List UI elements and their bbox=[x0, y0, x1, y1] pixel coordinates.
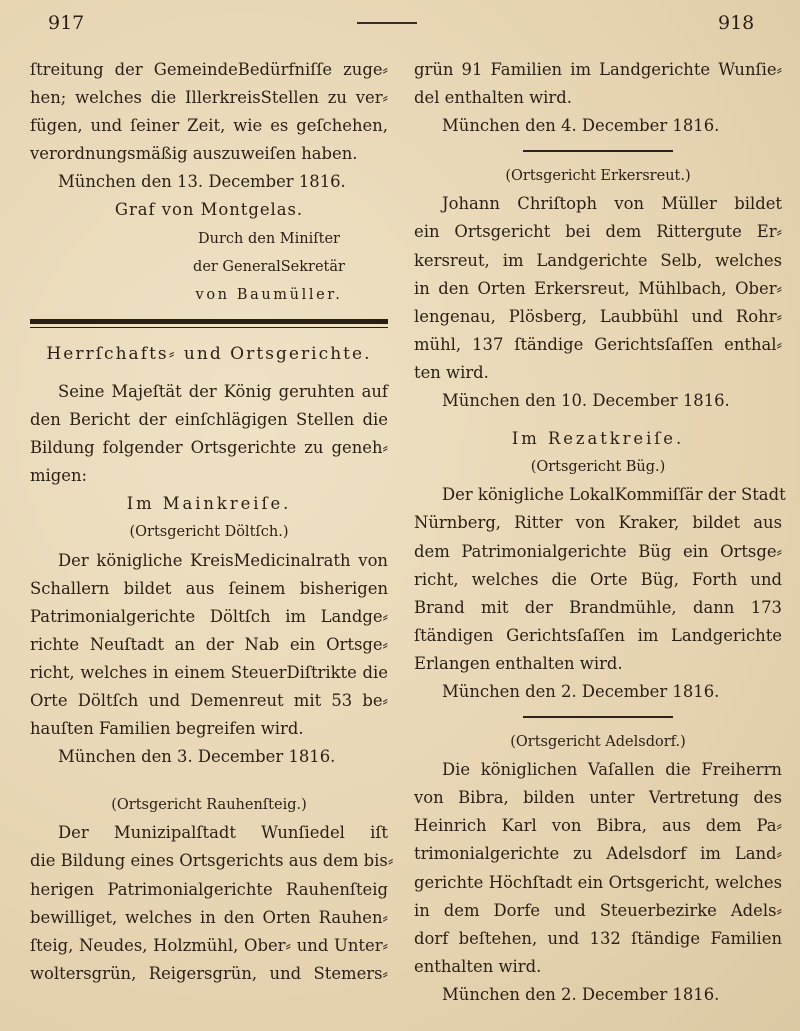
page-number-left: 917 bbox=[48, 12, 85, 34]
text-line: Bildung folgender Ortsgerichte zu geneh⸗ bbox=[30, 438, 388, 458]
page-number-right: 918 bbox=[718, 12, 755, 34]
text-line: Johann Chriſtoph von Müller bildet bbox=[442, 194, 782, 214]
section-divider bbox=[30, 319, 388, 328]
text-line: herigen Patrimonialgerichte Rauhenſteig bbox=[30, 879, 388, 899]
text-line: Patrimonialgerichte Döltſch im Landge⸗ bbox=[30, 606, 388, 626]
court-paragraph bbox=[414, 190, 782, 387]
text-line: grün 91 Familien im Landgerichte Wunſie⸗ bbox=[414, 60, 782, 79]
date-line: München den 2. December 1816. bbox=[442, 681, 720, 701]
text-line: in dem Dorfe und Steuerbezirke Adels⸗ bbox=[414, 900, 782, 920]
court-paragraph bbox=[30, 819, 394, 988]
signature-count: Graf von Montgelas. bbox=[114, 200, 304, 220]
court-title: (Ortsgericht Döltſch.) bbox=[129, 524, 289, 541]
text-line: dem Patrimonialgerichte Büg ein Ortsge⸗ bbox=[414, 541, 782, 561]
text-line: hen; welches die IllerkreisStellen zu ver⸗ bbox=[30, 88, 388, 108]
text-line: lengenau, Plösberg, Laubbühl und Rohr⸗ bbox=[414, 306, 782, 326]
court-title: (Ortsgericht Adelsdorf.) bbox=[510, 734, 686, 751]
text-line: die Bildung eines Ortsgerichts aus dem bis⸗ bbox=[30, 851, 394, 871]
header-rule bbox=[357, 22, 417, 24]
text-line: richt, welches in einem SteuerDiſtrikte die bbox=[30, 662, 388, 682]
text-line: ſtändigen Gerichtsſaſſen im Landgerichte bbox=[414, 625, 782, 645]
text-line: ſtreitung der GemeindeBedürfniſſe zuge⸗ bbox=[30, 60, 388, 79]
court-paragraph bbox=[414, 756, 782, 981]
text-line: Der Munizipalſtadt Wunſiedel iſt bbox=[58, 823, 388, 843]
text-line: mühl, 137 ſtändige Gerichtsſaſſen enthal⸗ bbox=[414, 334, 782, 354]
text-line: ein Ortsgericht bei dem Rittergute Er⸗ bbox=[414, 222, 782, 242]
text-line: migen: bbox=[30, 466, 88, 486]
text-line: richt, welches die Orte Büg, Forth und bbox=[414, 569, 782, 589]
court-title: (Ortsgericht Rauhenſteig.) bbox=[111, 797, 307, 814]
text-line: del enthalten wird. bbox=[414, 88, 572, 108]
text-line: Nürnberg, Ritter von Kraker, bildet aus bbox=[414, 513, 782, 533]
text-line: in den Orten Erkersreut, Mühlbach, Ober⸗ bbox=[414, 278, 782, 298]
date-line: München den 3. December 1816. bbox=[58, 747, 336, 767]
secretary-line: der GeneralSekretär bbox=[193, 258, 345, 275]
text-line: trimonialgerichte zu Adelsdorf im Land⸗ bbox=[414, 844, 782, 864]
text-line: dorf beſtehen, und 132 ſtändige Familien bbox=[414, 928, 782, 948]
right-column bbox=[414, 56, 786, 1009]
district-heading: Im Rezatkreiſe. bbox=[511, 429, 685, 449]
text-line: bewilliget, welches in den Orten Rauhen⸗ bbox=[30, 907, 388, 927]
text-line: Die königlichen Vaſallen die Freiherrn bbox=[442, 760, 782, 780]
text-line: Orte Döltſch und Demenreut mit 53 be⸗ bbox=[30, 690, 388, 710]
text-line: Brand mit der Brandmühle, dann 173 bbox=[414, 597, 782, 617]
court-paragraph bbox=[414, 481, 786, 678]
text-line: Erlangen enthalten wird. bbox=[414, 653, 623, 673]
text-line: Schallern bildet aus ſeinem bisherigen bbox=[30, 578, 388, 598]
text-line: verordnungsmäßig auszuweiſen haben. bbox=[30, 144, 358, 164]
date-line: München den 13. December 1816. bbox=[58, 172, 346, 192]
text-line: ten wird. bbox=[414, 362, 489, 382]
court-title: (Ortsgericht Büg.) bbox=[530, 459, 666, 476]
court-title: (Ortsgericht Erkersreut.) bbox=[505, 168, 691, 185]
date-line: München den 10. December 1816. bbox=[442, 391, 730, 411]
text-line: woltersgrün, Reigersgrün, und Stemers⸗ bbox=[30, 963, 388, 983]
text-line: hauſten Familien begreifen wird. bbox=[30, 719, 304, 739]
text-line: ſteig, Neudes, Holzmühl, Ober⸗ und Unter⸗ bbox=[30, 935, 388, 955]
text-line: Der königliche LokalKommiſſär der Stadt bbox=[442, 485, 786, 505]
text-line: gerichte Höchſtadt ein Ortsgericht, welches bbox=[414, 872, 782, 892]
text-line: kersreut, im Landgerichte Selb, welches bbox=[414, 250, 782, 270]
text-line: Seine Majeſtät der König geruhten auf bbox=[58, 381, 388, 401]
text-line: Der königliche KreisMedicinalrath von bbox=[58, 550, 388, 570]
text-line: richte Neuſtadt an der Nab ein Ortsge⸗ bbox=[30, 634, 388, 654]
left-column bbox=[30, 56, 394, 988]
district-heading: Im Mainkreiſe. bbox=[126, 494, 292, 514]
continuation-paragraph bbox=[414, 56, 782, 112]
section-heading: Herrſchafts⸗ und Ortsgerichte. bbox=[46, 343, 372, 364]
intro-paragraph bbox=[30, 378, 388, 490]
date-line: München den 2. December 1816. bbox=[442, 984, 720, 1004]
text-line: den Bericht der einſchlägigen Stellen die bbox=[30, 410, 388, 430]
minister-line: Durch den Miniſter bbox=[198, 230, 340, 247]
continuation-paragraph bbox=[30, 56, 388, 168]
text-line: Heinrich Karl von Bibra, aus dem Pa⸗ bbox=[414, 816, 782, 836]
text-line: fügen, und ſeiner Zeit, wie es geſchehen, bbox=[30, 116, 388, 136]
date-line: München den 4. December 1816. bbox=[442, 116, 720, 136]
text-line: enthalten wird. bbox=[414, 956, 542, 976]
secretary-name: von Baumüller. bbox=[195, 286, 343, 303]
text-line: von Bibra, bilden unter Vertretung des bbox=[414, 788, 782, 808]
court-paragraph bbox=[30, 547, 388, 744]
